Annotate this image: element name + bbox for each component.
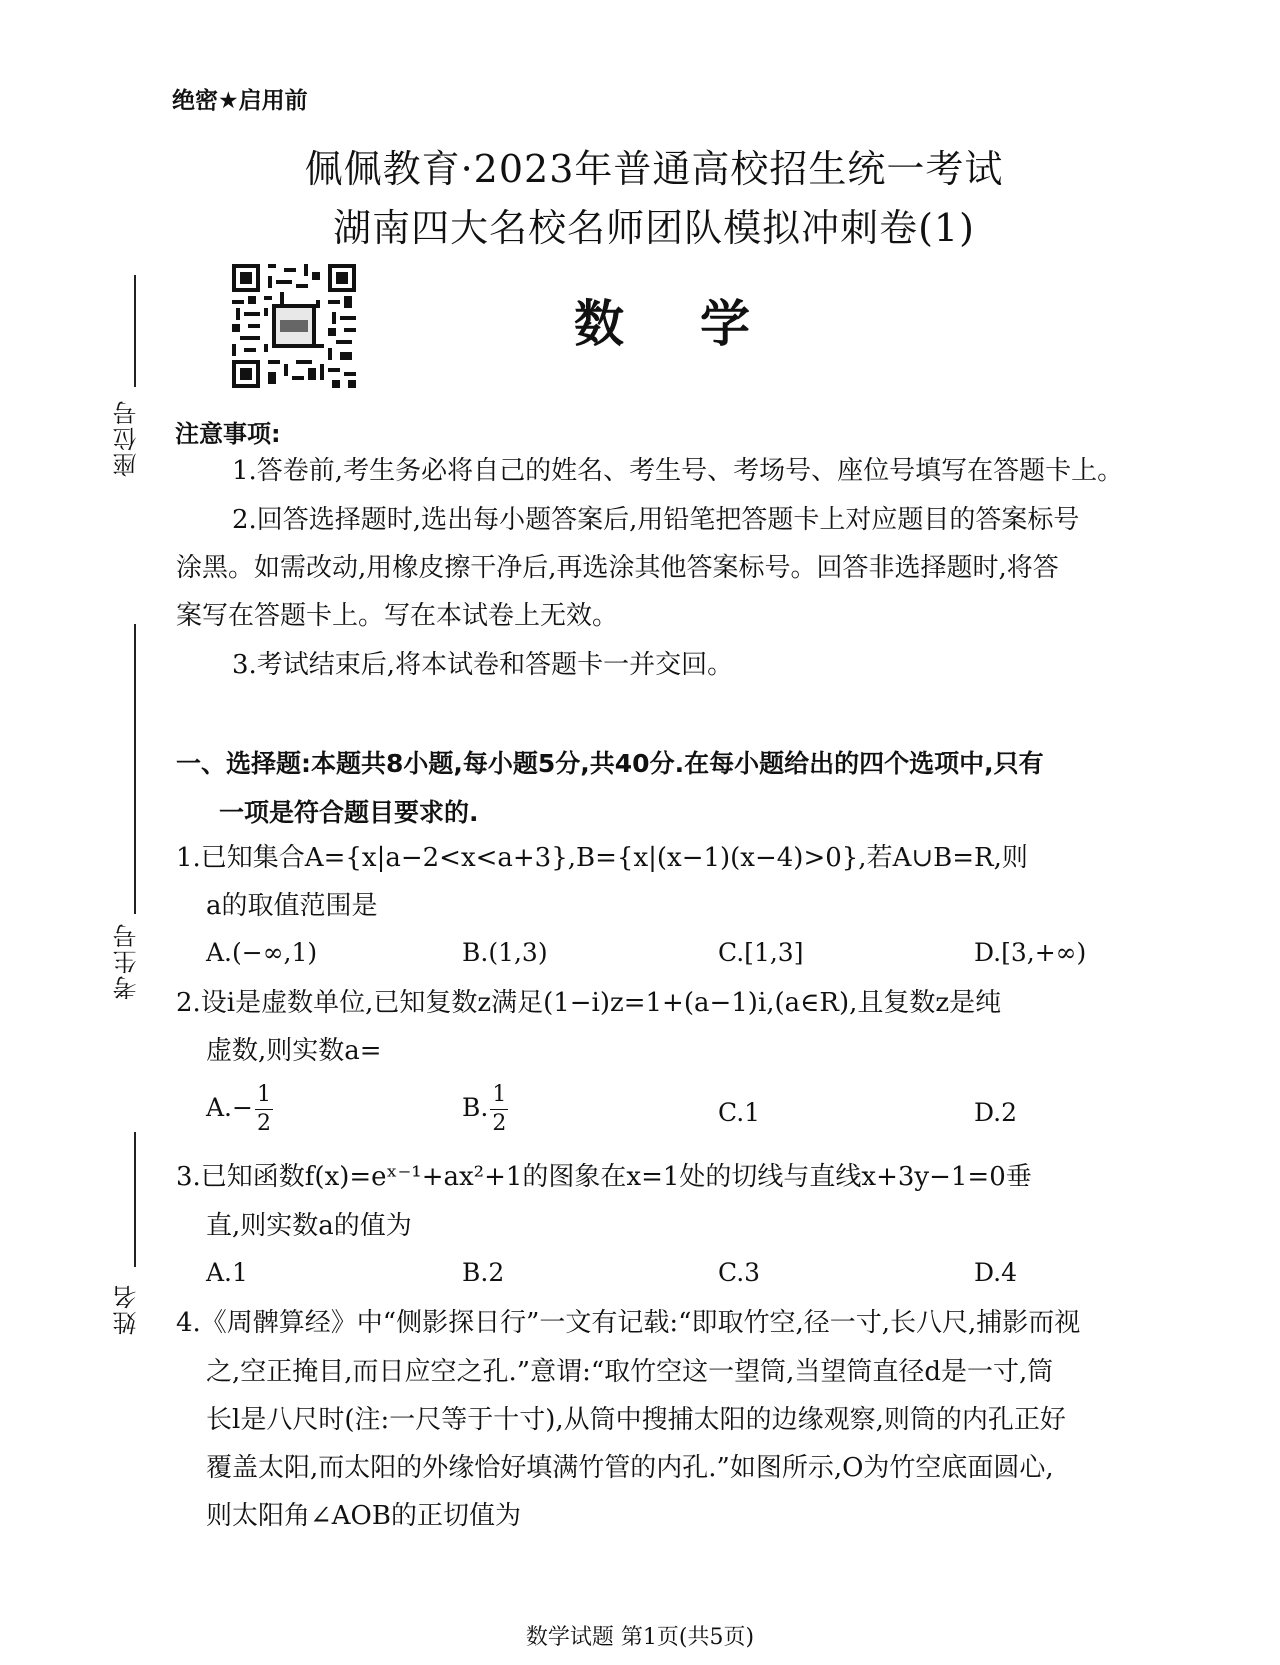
question-4-stem-cont-4: 则太阳角∠AOB的正切值为 xyxy=(206,1501,521,1531)
question-2-option-b-label: B. xyxy=(462,1093,489,1122)
question-1-stem-cont: a的取值范围是 xyxy=(206,891,378,921)
question-4-stem: 4.《周髀算经》中“侧影探日行”一文有记载:“即取竹空,径一寸,长八尺,捕影而视 xyxy=(176,1308,1081,1338)
question-2-option-a-label: A.− xyxy=(206,1093,253,1122)
fraction-numerator: 1 xyxy=(255,1084,273,1110)
exam-number-label: 考生号 xyxy=(113,922,141,1000)
section-heading-cont: 一项是符合题目要求的. xyxy=(219,798,479,827)
subject-title: 数学 xyxy=(574,295,826,353)
question-4-stem-cont-3: 覆盖太阳,而太阳的外缘恰好填满竹管的内孔.”如图所示,O为竹空底面圆心, xyxy=(206,1453,1054,1483)
question-2-option-b xyxy=(462,1084,508,1135)
question-3-option-b: B.2 xyxy=(462,1258,505,1287)
question-2-option-c: C.1 xyxy=(718,1098,761,1127)
fraction-denominator: 2 xyxy=(256,1111,271,1136)
exam-number-line xyxy=(134,624,136,914)
confidential-mark: 绝密★启用前 xyxy=(172,88,308,114)
question-2-stem-cont: 虚数,则实数a= xyxy=(206,1036,382,1066)
notice-line-1: 1.答卷前,考生务必将自己的姓名、考生号、考场号、座位号填写在答题卡上。 xyxy=(232,456,1124,486)
notice-heading: 注意事项: xyxy=(175,420,281,448)
question-2-stem: 2.设i是虚数单位,已知复数z满足(1−i)z=1+(a−1)i,(a∈R),且复数z是纯 xyxy=(176,988,1002,1018)
question-1-option-b: B.(1,3) xyxy=(462,938,548,967)
question-1-stem: 1.已知集合A={x|a−2<x<a+3},B={x|(x−1)(x−4)>0},若A∪B=R,则 xyxy=(176,843,1028,873)
question-2-option-d: D.2 xyxy=(974,1098,1018,1127)
exam-number-field xyxy=(112,624,172,1004)
question-3-option-d: D.4 xyxy=(974,1258,1018,1287)
question-2-option-a xyxy=(206,1084,273,1135)
fraction xyxy=(490,1084,508,1135)
question-3-option-c: C.3 xyxy=(718,1258,761,1287)
question-3-stem-cont: 直,则实数a的值为 xyxy=(206,1211,412,1241)
notice-line-3: 涂黑。如需改动,用橡皮擦干净后,再选涂其他答案标号。回答非选择题时,将答 xyxy=(176,553,1059,583)
notice-line-5: 3.考试结束后,将本试卷和答题卡一并交回。 xyxy=(232,650,734,680)
page-footer: 数学试题 第1页(共5页) xyxy=(525,1625,755,1650)
question-1-option-c: C.[1,3] xyxy=(718,938,804,967)
question-3-stem: 3.已知函数f(x)=eˣ⁻¹+ax²+1的图象在x=1处的切线与直线x+3y−1=0垂 xyxy=(176,1162,1032,1192)
question-1-option-d: D.[3,+∞) xyxy=(974,938,1087,967)
seat-number-field xyxy=(112,275,172,475)
notice-line-2: 2.回答选择题时,选出每小题答案后,用铅笔把答题卡上对应题目的答案标号 xyxy=(232,505,1080,535)
question-3-option-a: A.1 xyxy=(206,1258,248,1287)
fraction-denominator: 2 xyxy=(492,1111,507,1136)
name-field xyxy=(112,1132,172,1352)
name-label: 姓名 xyxy=(113,1283,141,1335)
seat-number-line xyxy=(134,275,136,387)
exam-title: 佩佩教育·2023年普通高校招生统一考试 xyxy=(304,147,1004,191)
qr-code-icon xyxy=(232,264,356,388)
question-4-stem-cont-1: 之,空正掩目,而日应空之孔.”意谓:“取竹空这一望筒,当望筒直径d是一寸,筒 xyxy=(206,1357,1054,1387)
seat-number-label: 座位号 xyxy=(113,399,141,477)
fraction xyxy=(255,1084,273,1135)
fraction-numerator: 1 xyxy=(490,1084,508,1110)
section-heading: 一、选择题:本题共8小题,每小题5分,共40分.在每小题给出的四个选项中,只有 xyxy=(176,749,1044,778)
notice-line-4: 案写在答题卡上。写在本试卷上无效。 xyxy=(176,601,619,631)
question-4-stem-cont-2: 长l是八尺时(注:一尺等于十寸),从筒中搜捕太阳的边缘观察,则筒的内孔正好 xyxy=(206,1405,1066,1435)
question-1-option-a: A.(−∞,1) xyxy=(206,938,318,967)
name-line xyxy=(134,1132,136,1267)
exam-subtitle: 湖南四大名校名师团队模拟冲刺卷(1) xyxy=(333,206,975,250)
